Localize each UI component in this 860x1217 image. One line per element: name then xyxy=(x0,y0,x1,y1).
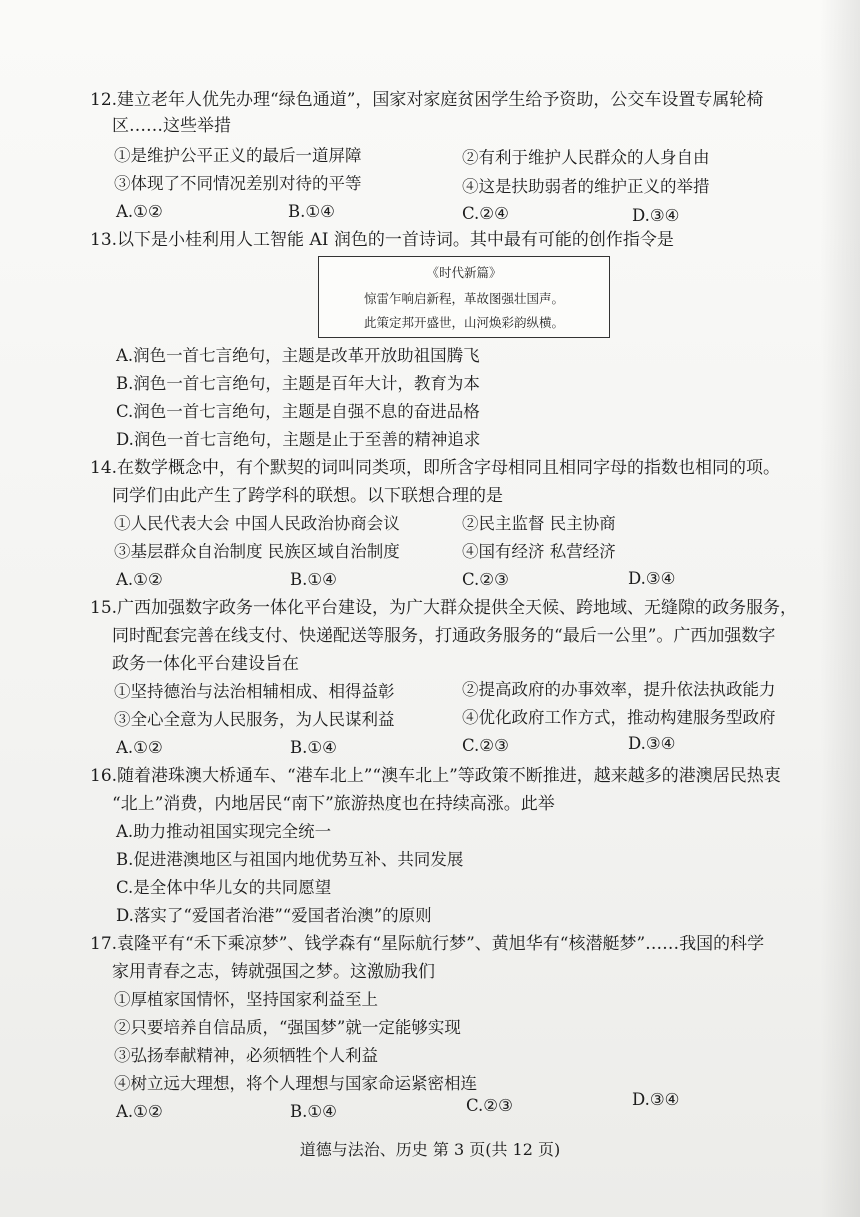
q14-stem-line2: 同学们由此产生了跨学科的联想。以下联想合理的是 xyxy=(112,486,503,506)
q12-option-d: D.③④ xyxy=(632,206,680,225)
q12-statement-4: ④这是扶助弱者的维护正义的举措 xyxy=(462,177,710,196)
q12-statement-2: ②有利于维护人民群众的人身自由 xyxy=(462,148,710,167)
q17-stem-line1: 17.袁隆平有“禾下乘凉梦”、钱学森有“星际航行梦”、黄旭华有“核潜艇梦”……我国的科学 xyxy=(90,934,765,954)
q17-statement-4: ④树立远大理想，将个人理想与国家命运紧密相连 xyxy=(114,1074,477,1093)
q15-stem-line2: 同时配套完善在线支付、快递配送等服务，打通政务服务的“最后一公里”。广西加强数字 xyxy=(112,626,776,646)
page-footer: 道德与法治、历史 第 3 页(共 12 页) xyxy=(299,1140,561,1159)
q16-option-a: A.助力推动祖国实现完全统一 xyxy=(116,822,332,841)
q12-statement-1: ①是维护公平正义的最后一道屏障 xyxy=(114,146,362,165)
q17-statement-3: ③弘扬奉献精神，必须牺牲个人利益 xyxy=(114,1046,378,1065)
q13-option-a: A.润色一首七言绝句，主题是改革开放助祖国腾飞 xyxy=(116,346,480,365)
q12-statement-3: ③体现了不同情况差别对待的平等 xyxy=(114,174,362,193)
q16-option-b: B.促进港澳地区与祖国内地优势互补、共同发展 xyxy=(116,850,464,869)
poem-title: 《时代新篇》 xyxy=(426,265,502,280)
q15-option-a: A.①② xyxy=(116,738,163,757)
q16-option-c: C.是全体中华儿女的共同愿望 xyxy=(116,878,332,897)
q14-stem-line1: 14.在数学概念中，有个默契的词叫同类项，即所含字母相同且相同字母的指数也相同的项。 xyxy=(90,458,781,478)
poem-box xyxy=(318,256,610,338)
q15-option-b: B.①④ xyxy=(290,738,337,757)
q13-stem: 13.以下是小桂利用人工智能 AI 润色的一首诗词。其中最有可能的创作指令是 xyxy=(90,230,674,250)
q17-option-a: A.①② xyxy=(116,1102,163,1121)
q15-statement-2: ②提高政府的办事效率，提升依法执政能力 xyxy=(462,680,776,699)
q17-option-c: C.②③ xyxy=(466,1096,513,1115)
scan-shadow xyxy=(820,0,860,1217)
q14-option-d: D.③④ xyxy=(628,569,676,588)
q14-statement-3: ③基层群众自治制度 民族区域自治制度 xyxy=(114,542,400,561)
q15-stem-line3: 政务一体化平台建设旨在 xyxy=(112,654,299,674)
q15-statement-3: ③全心全意为人民服务，为人民谋利益 xyxy=(114,710,395,729)
poem-line-2: 此策定邦开盛世，山河焕彩韵纵横。 xyxy=(363,315,564,330)
q16-stem-line1: 16.随着港珠澳大桥通车、“港车北上”“澳车北上”等政策不断推进，越来越多的港澳居民热衷 xyxy=(90,766,781,786)
q13-option-d: D.润色一首七言绝句，主题是止于至善的精神追求 xyxy=(116,430,481,449)
q14-option-a: A.①② xyxy=(116,570,163,589)
q15-stem-line1: 15.广西加强数字政务一体化平台建设，为广大群众提供全天候、跨地域、无缝隙的政务服务， xyxy=(90,598,798,618)
q14-statement-4: ④国有经济 私营经济 xyxy=(462,542,616,561)
q16-stem-line2: “北上”消费，内地居民“南下”旅游热度也在持续高涨。此举 xyxy=(112,794,555,814)
q17-statement-2: ②只要培养自信品质，“强国梦”就一定能够实现 xyxy=(114,1018,461,1037)
q16-option-d: D.落实了“爱国者治港”“爱国者治澳”的原则 xyxy=(116,906,432,925)
q17-statement-1: ①厚植家国情怀，坚持国家利益至上 xyxy=(114,990,378,1009)
q13-option-b: B.润色一首七言绝句，主题是百年大计，教育为本 xyxy=(116,374,480,393)
q15-option-c: C.②③ xyxy=(462,736,509,755)
q14-statement-2: ②民主监督 民主协商 xyxy=(462,514,616,533)
q17-option-d: D.③④ xyxy=(632,1090,680,1109)
poem-line-1: 惊雷乍响启新程，革故图强壮国声。 xyxy=(363,291,564,306)
q15-statement-4: ④优化政府工作方式，推动构建服务型政府 xyxy=(462,708,776,727)
q17-stem-line2: 家用青春之志，铸就强国之梦。这激励我们 xyxy=(112,962,435,982)
q15-option-d: D.③④ xyxy=(628,734,676,753)
q17-option-b: B.①④ xyxy=(290,1102,337,1121)
q14-statement-1: ①人民代表大会 中国人民政治协商会议 xyxy=(114,514,400,533)
q15-statement-1: ①坚持德治与法治相辅相成、相得益彰 xyxy=(114,682,395,701)
q12-option-c: C.②④ xyxy=(462,204,509,223)
q12-option-b: B.①④ xyxy=(288,202,335,221)
q12-stem-line2: 区……这些举措 xyxy=(112,116,231,136)
q12-option-a: A.①② xyxy=(116,202,163,221)
q13-option-c: C.润色一首七言绝句，主题是自强不息的奋进品格 xyxy=(116,402,480,421)
q14-option-c: C.②③ xyxy=(462,570,509,589)
q12-stem-line1: 12.建立老年人优先办理“绿色通道”，国家对家庭贫困学生给予资助，公交车设置专属轮椅 xyxy=(90,90,764,110)
q14-option-b: B.①④ xyxy=(290,570,337,589)
